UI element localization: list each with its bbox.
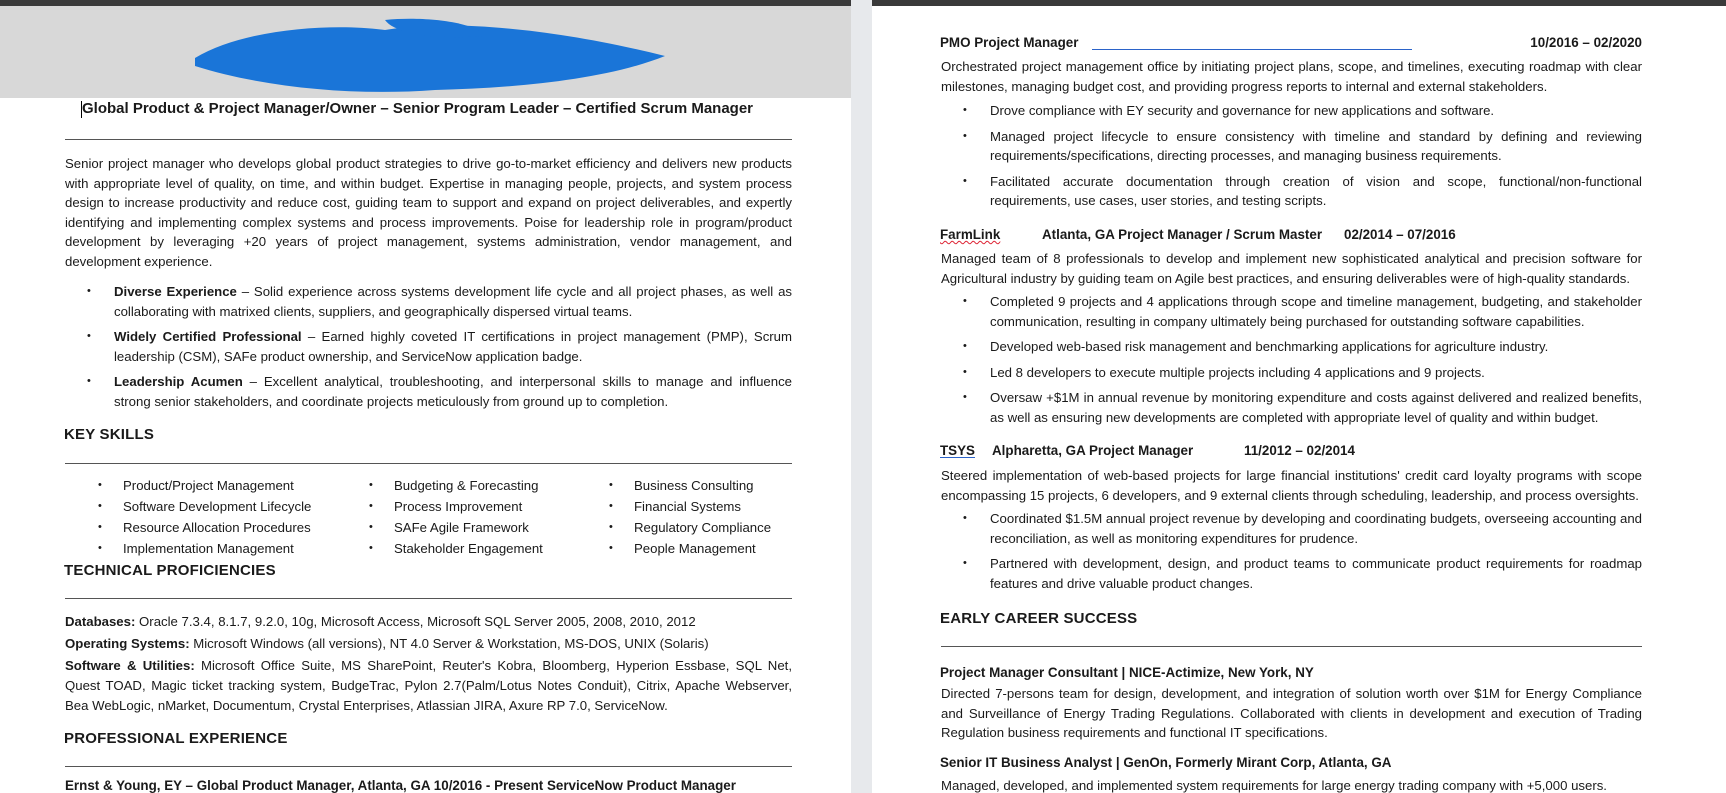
list-item[interactable]: • Coordinated $1.5M annual project revenue by developing and coordinating budgets, overseeing accounting and reconciliation, as well as monitoring expenditures for prudence. — [941, 509, 1642, 548]
list-item[interactable]: • Completed 9 projects and 4 applications through scope and timeline management, budgeting, and stakeholder communication, resulting in company ultimately being purchased for outstanding software capabilities. — [941, 292, 1642, 331]
page-top-edge — [872, 0, 1726, 6]
job-bullets — [941, 292, 1642, 433]
tech-heading[interactable]: TECHNICAL PROFICIENCIES — [64, 562, 276, 579]
skill-item[interactable]: • SAFe Agile Framework — [369, 517, 594, 538]
tech-os[interactable] — [65, 634, 792, 654]
document-page-left — [0, 0, 851, 793]
skill-item[interactable]: • Stakeholder Engagement — [369, 538, 594, 559]
list-item[interactable]: • Partnered with development, design, and product teams to communicate product requirements for roadmap features and drive valuable product changes. — [941, 554, 1642, 593]
early-role-description[interactable]: Managed, developed, and implemented system requirements for large energy trading company with +5,000 users. — [941, 778, 1607, 793]
early-role-description[interactable]: Directed 7-persons team for design, development, and integration of solution worth over $1M for Energy Compliance and Surveillance of Energy Trading Regulations. Collaborated with clients in development and execution of Trading Regulation business requirements and functional IT specifications. — [941, 686, 1642, 740]
resume-title[interactable]: Global Product & Project Manager/Owner – Senior Program Leader – Certified Scrum Manager — [82, 100, 754, 117]
list-item[interactable]: • Drove compliance with EY security and governance for new applications and software. — [941, 101, 1642, 121]
skill-item[interactable]: • Financial Systems — [609, 496, 809, 517]
tech-text: Microsoft Office Suite, MS SharePoint, Reuter's Kobra, Bloomberg, Hyperion Essbase, SQL Net, Quest TOAD, Magic ticket tracking system, BudgeTrac, Pylon 2.7(Palm/Lotus Notes Conduit), Citrix, Apache Webserver, Bea WebLogic, nMarket, Documentum, Crystal Enterprises, Atlassian JIRA, Axure RP 7.0, ServiceNow. — [65, 658, 792, 713]
highlight-label: Widely Certified Professional — [114, 329, 302, 344]
list-item[interactable]: • Oversaw +$1M in annual revenue by monitoring expenditure and costs against delivered and realized benefits, as well as ensuring new developments are completed with appropriate level of quality and within budget. — [941, 388, 1642, 427]
experience-heading[interactable]: PROFESSIONAL EXPERIENCE — [64, 730, 288, 747]
skill-item[interactable]: • People Management — [609, 538, 809, 559]
tech-label: Operating Systems: — [65, 636, 190, 651]
job-dates[interactable]: 02/2014 – 07/2016 — [1344, 227, 1456, 242]
divider — [65, 766, 792, 767]
skill-item[interactable]: • Resource Allocation Procedures — [98, 517, 353, 538]
list-item[interactable] — [65, 372, 792, 411]
highlight-label: Leadership Acumen — [114, 374, 243, 389]
skills-column-2 — [369, 475, 594, 559]
tech-databases[interactable] — [65, 612, 792, 632]
tech-text: Oracle 7.3.4, 8.1.7, 9.2.0, 10g, Microsoft Access, Microsoft SQL Server 2005, 2008, 2010, 2012 — [135, 614, 696, 629]
divider — [941, 646, 1642, 647]
job-title[interactable]: Atlanta, GA Project Manager / Scrum Master — [1042, 227, 1323, 242]
job-description[interactable]: Orchestrated project management office by initiating project plans, scope, and timelines, executing roadmap with clear milestones, managing budget cost, and providing progress reports to internal and external stakeholders. — [941, 59, 1642, 94]
job-description[interactable]: Steered implementation of web-based projects for large financial institutions' credit card loyalty programs with scope encompassing 15 projects, 6 developers, and 9 external clients through scheduling, leadership, and process oversights. — [941, 468, 1642, 503]
first-job-line[interactable]: Ernst & Young, EY – Global Product Manager, Atlanta, GA 10/2016 - Present ServiceNow Product Manager — [65, 778, 736, 793]
company-text: FarmLink — [940, 227, 1001, 242]
summary-paragraph[interactable]: Senior project manager who develops global product strategies to drive go-to-market efficiency and delivers new products with appropriate level of quality, on time, and within budget. Expertise in managing people, projects, and system process design to increase productivity and reduce cost, guiding team to support and expand on project deliverables, and expertly identifying and implementing complex systems and process improvements. Poise for leadership role in program/product development by leveraging +20 years of project management, systems administration, vendor management, and development experience. — [65, 156, 792, 269]
early-role-title[interactable]: Project Manager Consultant | NICE-Actimize, New York, NY — [940, 665, 1314, 680]
skills-column-3 — [609, 475, 809, 559]
skill-item[interactable]: • Software Development Lifecycle — [98, 496, 353, 517]
skill-item[interactable]: • Business Consulting — [609, 475, 809, 496]
highlight-text: – Earned highly coveted IT certifications in project management (PMP), Scrum leadership (CSM), SAFe product ownership, and ServiceNow application badge. — [114, 329, 792, 364]
divider — [65, 598, 792, 599]
list-item[interactable]: • Managed project lifecycle to ensure consistency with timeline and standard by defining and reviewing requirements/specifications, directing processes, and managing business requirements. — [941, 127, 1642, 166]
early-career-heading[interactable]: EARLY CAREER SUCCESS — [940, 610, 1138, 627]
job-description[interactable]: Managed team of 8 professionals to develop and implement new sophisticated analytical and precision software for Agricultural industry by guiding team on Agile best practices, and ensuring deliverables were of high-quality standards. — [941, 251, 1642, 286]
job-bullets — [941, 101, 1642, 217]
list-item[interactable]: • Developed web-based risk management and benchmarking applications for agriculture industry. — [941, 337, 1642, 357]
company-name[interactable] — [940, 443, 975, 458]
list-item[interactable] — [65, 282, 792, 321]
skill-item[interactable]: • Product/Project Management — [98, 475, 353, 496]
highlight-text: – Excellent analytical, troubleshooting, and interpersonal skills to manage and influence strong senior stakeholders, and coordinate projects meticulously from ground up to completion. — [114, 374, 792, 409]
tech-text: Microsoft Windows (all versions), NT 4.0 Server & Workstation, MS-DOS, UNIX (Solaris) — [189, 636, 709, 651]
early-role-title[interactable]: Senior IT Business Analyst | GenOn, Formerly Mirant Corp, Atlanta, GA — [940, 755, 1392, 770]
redaction-scribble — [185, 18, 675, 98]
highlights-list — [65, 282, 792, 417]
skill-item[interactable]: • Implementation Management — [98, 538, 353, 559]
tech-software[interactable] — [65, 656, 792, 716]
highlight-text: – Solid experience across systems development life cycle and all project phases, as well as collaborating with matrixed clients, suppliers, and geographically dispersed virtual teams. — [114, 284, 792, 319]
company-text: TSYS — [940, 443, 975, 458]
divider — [65, 139, 792, 140]
list-item[interactable]: • Facilitated accurate documentation through creation of vision and scope, functional/non-functional requirements, use cases, user stories, and testing scripts. — [941, 172, 1642, 211]
job-dates[interactable]: 11/2012 – 02/2014 — [1244, 443, 1355, 458]
document-page-right — [872, 0, 1726, 793]
list-item[interactable] — [65, 327, 792, 366]
job-title[interactable]: PMO Project Manager — [940, 35, 1079, 50]
skills-column-1 — [98, 475, 353, 559]
key-skills-heading[interactable]: KEY SKILLS — [64, 426, 155, 443]
tech-label: Databases: — [65, 614, 136, 629]
job-dates[interactable]: 10/2016 – 02/2020 — [1530, 35, 1642, 50]
skill-item[interactable]: • Budgeting & Forecasting — [369, 475, 594, 496]
tech-label: Software & Utilities: — [65, 658, 195, 673]
job-title[interactable]: Alpharetta, GA Project Manager — [992, 443, 1194, 458]
list-item[interactable]: • Led 8 developers to execute multiple projects including 4 applications and 9 projects. — [941, 363, 1642, 383]
highlight-label: Diverse Experience — [114, 284, 237, 299]
skill-item[interactable]: • Process Improvement — [369, 496, 594, 517]
skill-item[interactable]: • Regulatory Compliance — [609, 517, 809, 538]
tab-underline — [1092, 49, 1412, 50]
company-name[interactable] — [940, 227, 1000, 242]
divider — [65, 463, 792, 464]
job-bullets — [941, 509, 1642, 599]
